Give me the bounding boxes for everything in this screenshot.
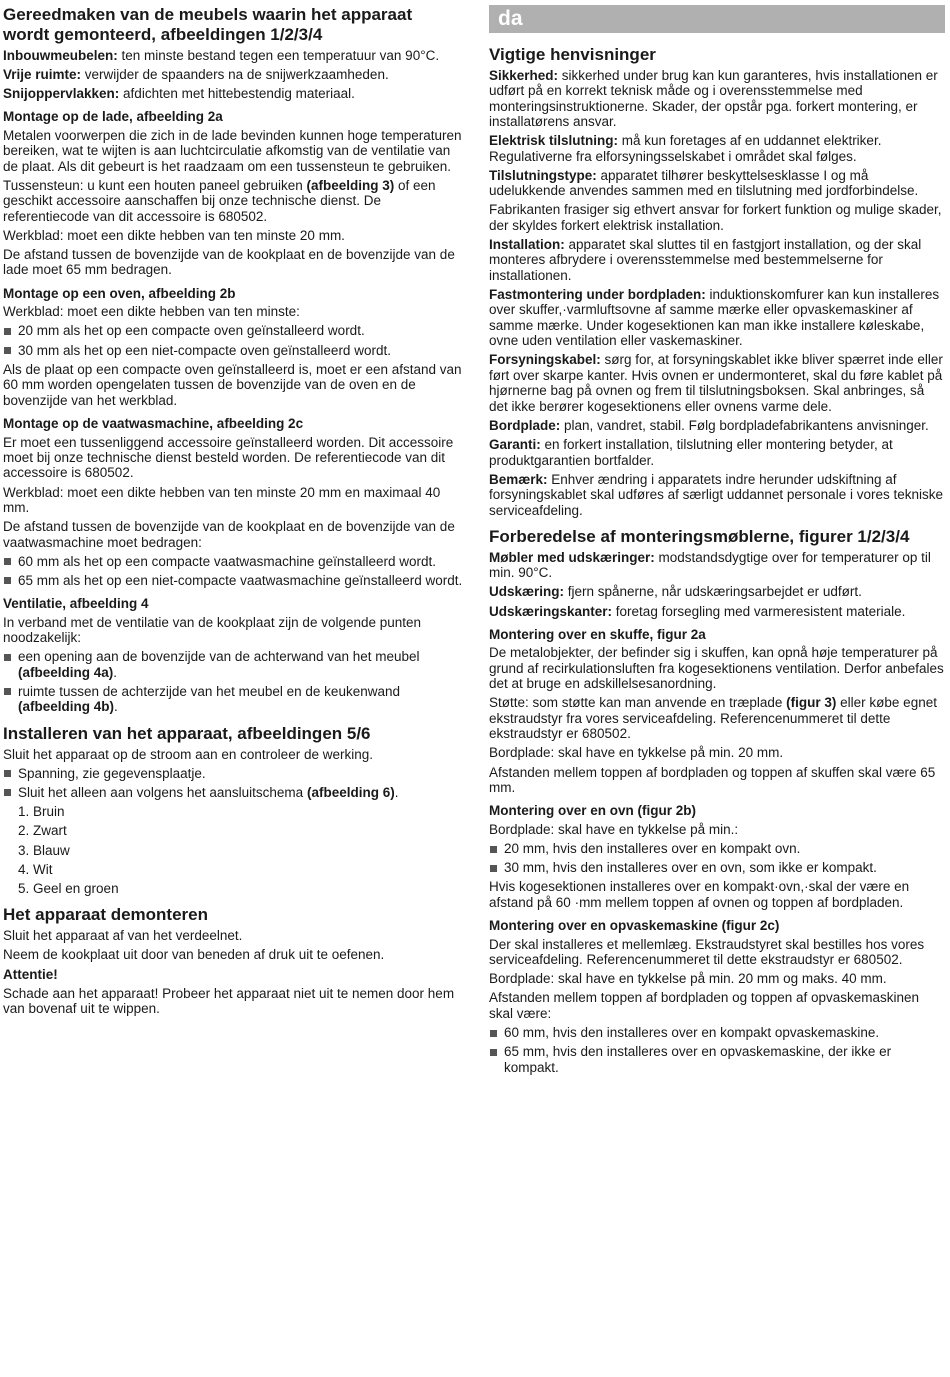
term-text: sikkerhed under brug kan kun garanteres, hvis installationen er udført på en korrekt teknisk måde og i overensstemmelse med monteringsinstruktionerne. Skader, der opstår pga. forkert montering, er installatørens ansvar.: [489, 67, 938, 130]
paragraph: Werkblad: moet een dikte hebben van ten minste:: [3, 304, 300, 320]
numbered-item: 5. Geel en groen: [18, 881, 119, 896]
section-title-forberedelse: Forberedelse af monteringsmøblerne, figurer 1/2/3/4: [489, 526, 910, 546]
paragraph: De afstand tussen de bovenzijde van de kookplaat en de bovenzijde van de lade moet 65 mm bedragen.: [3, 247, 455, 278]
bullet-icon: [490, 846, 497, 853]
term-label: Udskæringskanter:: [489, 603, 613, 619]
term-text: fjern spånerne, når udskæringsarbejdet er udført.: [564, 584, 862, 600]
text: eller købe egnet ekstraudstyr fra vores serviceafdeling. Referencenummeret til dette ekstraudstyr er 680502.: [489, 695, 937, 742]
subheading-oven: Montage op een oven, afbeelding 2b: [3, 285, 236, 301]
list-item: [3, 554, 463, 569]
term-label: Tilslutningstype:: [489, 167, 597, 183]
term-text: induktionskomfurer kan kun installeres over skuffer,·varmluftsovne af samme mærke eller opvaskemaskiner af samme mærke. Under kogesektionen kan man ikke installere køleskabe, ovne uden ventilation eller vaskemaskiner.: [489, 287, 940, 349]
list-item: [3, 766, 463, 781]
list-item: [3, 573, 463, 588]
paragraph: Bordplade: skal have en tykkelse på min. 20 mm og maks. 40 mm.: [489, 971, 887, 987]
paragraph-garanti: [489, 437, 945, 468]
section-title-installeren: Installeren van het apparaat, afbeeldingen 5/6: [3, 723, 371, 743]
term-label: Vrije ruimte:: [3, 66, 82, 82]
bullet-icon: [490, 1049, 497, 1056]
list-item: [3, 649, 463, 680]
list-item: [489, 841, 945, 856]
term-text: apparatet tilhører beskyttelsesklasse I og må udelukkende anvendes sammen med en tilslutning med jordforbindelse.: [489, 167, 919, 199]
paragraph: De metalobjekter, der befinder sig i skuffen, kan opnå høje temperaturer på grund af recirkulationsluften fra kogesektionens ventilation. Derfor anbefales det at bruge en adskillelsesanordning.: [489, 645, 944, 692]
paragraph-elektrisk: [489, 133, 945, 164]
bullet-icon: [4, 688, 11, 695]
term-text: foretag forsegling med varmeresistent materiale.: [612, 603, 906, 619]
list-item-text: 65 mm, hvis den installeres over en opvaskemaskine, der ikke er kompakt.: [504, 1044, 892, 1075]
paragraph: Metalen voorwerpen die zich in de lade bevinden kunnen hoge temperaturen bereiken, wat te wijten is aan luchtcirculatie afkomstig van de ventilatie van de plaat. Als dit gebeurt is het raadzaam om een tussensteun te gebruiken.: [3, 127, 462, 174]
warning-label: Attentie!: [3, 966, 58, 982]
list-item: [489, 1044, 945, 1075]
list-item: [489, 1025, 945, 1040]
bullet-icon: [4, 328, 11, 335]
paragraph-inbouwmeubelen: [3, 48, 463, 63]
paragraph: Hvis kogesektionen installeres over en kompakt·ovn,·skal der være en afstand på 60 ·mm mellem toppen af ovnen og toppen af bordpladen.: [489, 879, 910, 910]
list-item-text: 20 mm, hvis den installeres over en kompakt ovn.: [504, 841, 801, 857]
text: .: [114, 699, 118, 715]
term-label: Inbouwmeubelen:: [3, 47, 118, 63]
list-item: [3, 343, 463, 358]
term-text: Enhver ændring i apparatets indre herunder udskiftning af forsyningskablet skal udføres af særligt uddannet personale i vores tekniske serviceafdeling.: [489, 471, 943, 518]
term-label: Bordplade:: [489, 417, 561, 433]
paragraph-mobler: [489, 550, 945, 581]
paragraph: Neem de kookplaat uit door van beneden af druk uit te oefenen.: [3, 947, 385, 963]
left-column: [3, 5, 463, 1020]
paragraph: Als de plaat op een compacte oven geïnstalleerd is, moet er een afstand van 60 mm worden opengelaten tussen de bovenzijde van de oven en de bovenzijde van het werkblad.: [3, 361, 462, 408]
subheading-skuffe: Montering over en skuffe, figur 2a: [489, 626, 706, 642]
figure-reference: (afbeelding 4b): [18, 699, 115, 715]
list-item: [3, 684, 463, 715]
text: Tussensteun: u kunt een houten paneel gebruiken: [3, 177, 307, 193]
list-item-text: 30 mm, hvis den installeres over en ovn, som ikke er kompakt.: [504, 860, 877, 876]
paragraph-vrije-ruimte: [3, 67, 463, 82]
section-title-vigtige: Vigtige henvisninger: [489, 45, 656, 64]
term-label: Fastmontering under bordpladen:: [489, 287, 706, 303]
paragraph: Bordplade: skal have en tykkelse på min. 20 mm.: [489, 745, 784, 761]
paragraph-forsyningskabel: [489, 352, 945, 414]
paragraph-bemaerk: [489, 472, 945, 518]
text: een opening aan de bovenzijde van de achterwand van het meubel: [18, 649, 420, 665]
figure-reference: (afbeelding 4a): [18, 664, 114, 680]
term-text: apparatet skal sluttes til en fastgjort installation, og der skal monteres afbrydere i overensstemmelse med bestemmelserne for installationen.: [489, 237, 922, 283]
text: Sluit het alleen aan volgens het aansluitschema: [18, 784, 307, 800]
bullet-icon: [4, 577, 11, 584]
paragraph-udskaering: [489, 584, 945, 599]
term-text: Fabrikanten frasiger sig ethvert ansvar for forkert funktion og mulige skader, der skyldes forkert elektrisk installation.: [489, 202, 942, 233]
paragraph-tilslutningstype: [489, 168, 945, 199]
term-text: må kun foretages af en uddannet elektriker. Regulativerne fra elforsyningsselskabet i området skal følges.: [489, 133, 882, 164]
text: .: [394, 784, 399, 800]
bullet-icon: [490, 1030, 497, 1037]
figure-reference: (afbeelding 6): [306, 784, 395, 800]
term-label: Møbler med udskæringer:: [489, 549, 655, 565]
text: of een geschikt accessoire aanschaffen bij onze technische dienst. De referentiecode van dit accessoire is 680502.: [3, 177, 436, 224]
subheading-ventilatie: Ventilatie, afbeelding 4: [3, 596, 149, 612]
list-item-text: 60 mm, hvis den installeres over en kompakt opvaskemaskine.: [504, 1025, 880, 1041]
text: .: [113, 664, 118, 680]
list-item-text: 20 mm als het op een compacte oven geïnstalleerd wordt.: [18, 323, 365, 339]
text: Støtte: som støtte kan man anvende en træplade: [489, 695, 787, 711]
paragraph: Werkblad: moet een dikte hebben van ten minste 20 mm.: [3, 227, 345, 243]
figure-reference: (figur 3): [786, 695, 837, 711]
list-item-text: 65 mm als het op een niet-compacte vaatwasmachine geïnstalleerd wordt.: [18, 572, 463, 588]
list-item: [489, 860, 945, 875]
right-column: [489, 5, 945, 1079]
paragraph-snijoppervlakken: [3, 86, 463, 101]
paragraph-tussensteun: [3, 178, 463, 224]
term-label: Bemærk:: [489, 471, 548, 487]
paragraph: Afstanden mellem toppen af bordpladen og toppen af opvaskemaskinen skal være:: [489, 990, 920, 1021]
term-label: Installation:: [489, 237, 565, 253]
term-label: Snijoppervlakken:: [3, 86, 120, 101]
numbered-item: 3. Blauw: [18, 842, 70, 858]
subheading-opvaskemaskine: Montering over en opvaskemaskine (figur 2c): [489, 918, 780, 934]
paragraph-fabrikanten: [489, 202, 945, 233]
bullet-icon: [4, 558, 11, 565]
term-text: verwijder de spaanders na de snijwerkzaamheden.: [81, 66, 389, 82]
paragraph: De afstand tussen de bovenzijde van de kookplaat en de bovenzijde van de vaatwasmachine moet bedragen:: [3, 519, 455, 550]
bullet-icon: [4, 770, 11, 777]
paragraph: Er moet een tussenliggend accessoire geïnstalleerd worden. Dit accessoire moet bij onze technische dienst besteld worden. De referentiecode van dit accessoire is 680502.: [3, 434, 454, 481]
paragraph: Der skal installeres et mellemlæg. Ekstraudstyret skal bestilles hos vores serviceafdeling. Referencenummeret til dette ekstraudstyr er 680502.: [489, 936, 925, 968]
list-item-text: Spanning, zie gegevensplaatje.: [18, 765, 206, 781]
paragraph-installation: [489, 237, 945, 283]
bullet-icon: [4, 789, 11, 796]
term-text: afdichten met hittebestendig materiaal.: [119, 86, 355, 101]
bullet-icon: [4, 347, 11, 354]
term-text: sørg for, at forsyningskablet ikke bliver spærret inde eller ført over skarpe kanter. Hvis ovnen er undermonteret, skal du føre kablet på hjørnerne bag på ovnen og frem til tilslutningsboksen. Skal anbringes, så det ikke berører kogesektionens eller ovnens varme dele.: [489, 352, 943, 414]
paragraph-sikkerhed: [489, 68, 945, 130]
list-item: [3, 785, 463, 800]
paragraph: Werkblad: moet een dikte hebben van ten minste 20 mm en maximaal 40 mm.: [3, 484, 441, 515]
paragraph: Sluit het apparaat op de stroom aan en controleer de werking.: [3, 746, 373, 762]
term-label: Forsyningskabel:: [489, 352, 601, 368]
term-label: Elektrisk tilslutning:: [489, 133, 619, 149]
term-label: Garanti:: [489, 437, 541, 453]
term-text: en forkert installation, tilslutning eller montering betyder, at produktgarantien bortfalder.: [489, 437, 893, 468]
term-label: Udskæring:: [489, 584, 565, 600]
subheading-vaatwasmachine: Montage op de vaatwasmachine, afbeelding 2c: [3, 416, 304, 432]
paragraph: In verband met de ventilatie van de kookplaat zijn de volgende punten noodzakelijk:: [3, 614, 422, 646]
paragraph-stotte: [489, 695, 945, 741]
paragraph: Sluit het apparaat af van het verdeelnet.: [3, 928, 243, 944]
section-title-meubels: Gereedmaken van de meubels waarin het apparaat wordt gemonteerd, afbeeldingen 1/2/3/4: [3, 5, 413, 44]
term-label: Sikkerhed:: [489, 67, 559, 83]
paragraph: Bordplade: skal have en tykkelse på min.:: [489, 821, 739, 837]
paragraph: Afstanden mellem toppen af bordpladen og toppen af skuffen skal være 65 mm.: [489, 764, 936, 795]
language-tab-da: da: [489, 5, 945, 33]
text: ruimte tussen de achterzijde van het meubel en de keukenwand: [18, 683, 400, 699]
term-text: plan, vandret, stabil. Følg bordpladefabrikantens anvisninger.: [560, 417, 929, 433]
paragraph-fastmontering: [489, 287, 945, 349]
bullet-icon: [4, 654, 11, 661]
term-text: ten minste bestand tegen een temperatuur van 90°C.: [117, 47, 440, 63]
numbered-item: 2. Zwart: [18, 823, 67, 839]
numbered-item: 1. Bruin: [18, 804, 65, 820]
list-item-text: 30 mm als het op een niet-compacte oven geïnstalleerd wordt.: [18, 342, 391, 358]
section-title-demonteren: Het apparaat demonteren: [3, 905, 208, 925]
paragraph-bordplade: [489, 418, 945, 433]
figure-reference: (afbeelding 3): [306, 177, 395, 193]
numbered-item: 4. Wit: [18, 861, 53, 877]
term-text: modstandsdygtige over for temperaturer op til min. 90°C.: [489, 549, 931, 581]
list-item: [3, 323, 463, 338]
subheading-ovn: Montering over en ovn (figur 2b): [489, 803, 697, 819]
subheading-lade: Montage op de lade, afbeelding 2a: [3, 109, 223, 125]
list-item-text: 60 mm als het op een compacte vaatwasmachine geïnstalleerd wordt.: [18, 553, 436, 569]
bullet-icon: [490, 865, 497, 872]
paragraph-udskaeringskanter: [489, 604, 945, 619]
warning-text: Schade aan het apparaat! Probeer het apparaat niet uit te nemen door hem van bovenaf uit te wippen.: [3, 985, 455, 1017]
